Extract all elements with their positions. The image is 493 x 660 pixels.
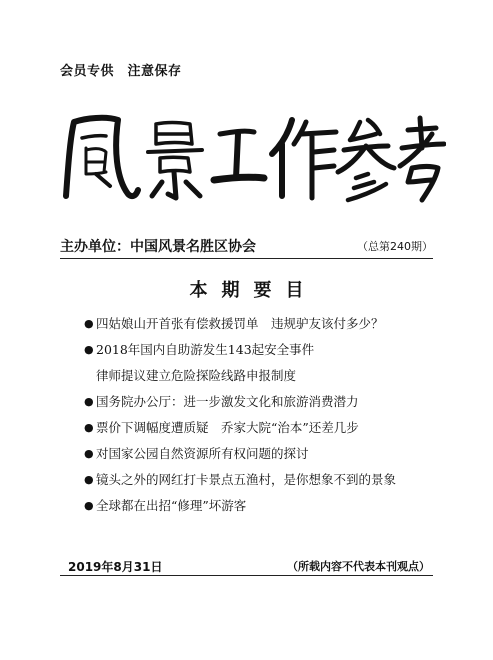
- footer-divider: [60, 575, 433, 576]
- bullet-icon: ●: [84, 499, 94, 512]
- toc-item-text: 四姑娘山开首张有偿救援罚单 违规驴友该付多少？: [96, 316, 384, 331]
- toc-item: [84, 342, 396, 368]
- issue-number: （总第240期）: [357, 240, 433, 253]
- toc-item: [84, 420, 396, 446]
- bullet-icon: ●: [84, 473, 94, 486]
- toc-list: [84, 316, 396, 524]
- toc-item: [84, 394, 396, 420]
- toc-title: 本期要目: [189, 280, 318, 301]
- bullet-icon: ●: [84, 343, 94, 356]
- toc-item: [84, 446, 396, 472]
- toc-item: [84, 472, 396, 498]
- issue-date: 2019年8月31日: [68, 560, 163, 574]
- toc-item-text: 律师提议建立危险探险线路申报制度: [96, 368, 297, 383]
- toc-item: [84, 498, 396, 524]
- publisher-label: 主办单位：中国风景名胜区协会: [60, 239, 256, 255]
- toc-item-text: 全球都在出招“修理”坏游客: [96, 498, 247, 513]
- toc-item-text: 对国家公园自然资源所有权问题的探讨: [96, 446, 309, 461]
- toc-item-text: 国务院办公厅：进一步激发文化和旅游消费潜力: [96, 394, 359, 409]
- publisher-row: [60, 236, 433, 256]
- bullet-icon: ●: [84, 447, 94, 460]
- toc-item-text: 镜头之外的网红打卡景点五渔村，是你想象不到的景象: [96, 472, 397, 487]
- toc-item-text: 票价下调幅度遭质疑 乔家大院“治本”还差几步: [96, 420, 359, 435]
- member-notice: 会员专供 注意保存: [60, 64, 182, 79]
- bullet-icon: ●: [84, 421, 94, 434]
- header-divider: [60, 258, 433, 259]
- bullet-icon: ●: [84, 317, 94, 330]
- toc-item: [84, 316, 396, 342]
- masthead-calligraphy-logo: [56, 108, 446, 208]
- toc-item-text: 2018年国内自助游发生143起安全事件: [96, 342, 315, 357]
- disclaimer: （所载内容不代表本刊观点）: [287, 560, 430, 573]
- bullet-icon: ●: [84, 395, 94, 408]
- toc-item-continuation: [84, 368, 396, 394]
